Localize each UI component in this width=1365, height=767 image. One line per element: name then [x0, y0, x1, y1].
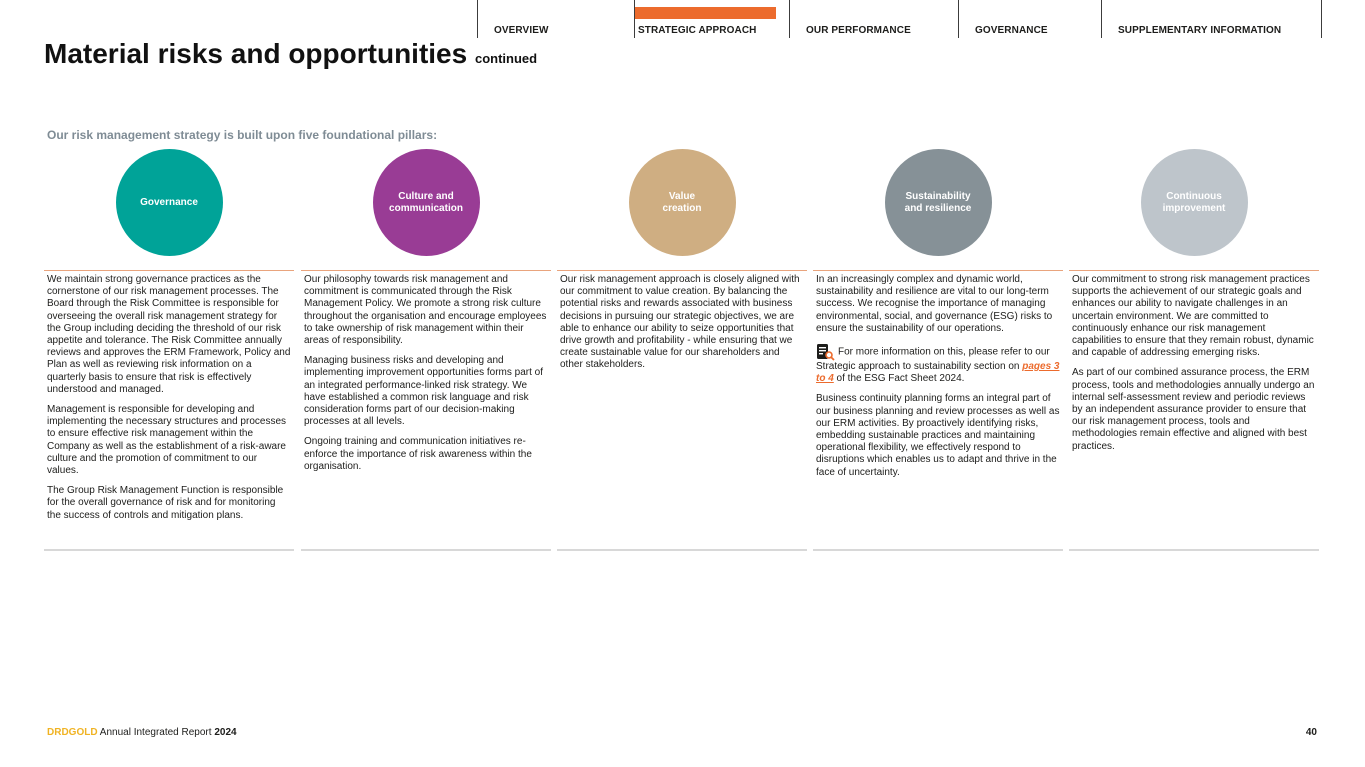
- pillar-paragraph: Our philosophy towards risk management and commitment is communicated through the Risk Management Policy. We promote a strong risk culture throughout the organisation and encourage employees to take ownership of risk management within their areas of responsibility.: [304, 274, 547, 347]
- pillar-paragraph: Ongoing training and communication initiatives re-enforce the importance of risk awareness within the organisation.: [304, 436, 532, 472]
- nav-divider: [1321, 0, 1322, 38]
- pillar-circle: Continuous improvement: [1141, 149, 1248, 256]
- nav-tab-overview[interactable]: [477, 0, 634, 38]
- nav-tab-label: STRATEGIC APPROACH: [638, 25, 757, 36]
- pillar-paragraph: Our risk management approach is closely aligned with our commitment to value creation. By balancing the potential risks and rewards associated with business decisions in pursuing our strategic objectives, we are able to enhance our ability to seize opportunities that drive growth and profitability - while ensuring that we create sustainable value for our shareholders and other stakeholders.: [560, 274, 800, 371]
- pillar-paragraph: Managing business risks and developing and implementing improvement opportunities forms part of an integrated performance-linked risk strategy. We have established a common risk language and risk consideration forms part of our decision-making processes at all levels.: [304, 355, 543, 428]
- nav-tab-label: GOVERNANCE: [975, 25, 1048, 36]
- footer-brand: DRDGOLD: [47, 727, 98, 738]
- pillar-culture-and-communication: [301, 149, 551, 472]
- intro-text: Our risk management strategy is built upon five foundational pillars:: [47, 128, 438, 142]
- footer-year: 2024: [214, 727, 237, 738]
- pillar-text-card: [44, 270, 294, 551]
- info-text-after: of the ESG Fact Sheet 2024.: [833, 373, 965, 385]
- document-search-icon: [816, 343, 835, 361]
- page-title-main: Material risks and opportunities: [44, 38, 468, 69]
- pillar-paragraph: Our commitment to strong risk management practices supports the achievement of our strategic goals and enhances our ability to navigate challenges in an uncertain environment. We are committed to continuously enhance our risk management capabilities to ensure that they remain robust, dynamic and capable of addressing emerging risks.: [1072, 274, 1314, 359]
- pillar-governance: [44, 149, 294, 521]
- info-reference: [816, 343, 1060, 385]
- page-title: [44, 38, 537, 70]
- nav-tab-governance[interactable]: [958, 0, 1101, 38]
- page-title-suffix: continued: [474, 51, 538, 66]
- pillar-paragraph: We maintain strong governance practices as the cornerstone of our risk management processes. The Board through the Risk Committee is responsible for overseeing the overall risk management strategy for the Group including deciding the threshold of our risk appetite and tolerance. The Risk Committee annually reviews and approves the ERM Framework, Policy and Plan as well as reviewing risk information on a quarterly basis to ensure that risk is effectively understood and managed.: [47, 274, 291, 395]
- pillar-paragraph: The Group Risk Management Function is responsible for the overall governance of risk and for monitoring the success of controls and mitigation plans.: [47, 485, 284, 521]
- pillar-paragraph: Management is responsible for developing and implementing the necessary structures and processes to ensure effective risk management within the Company as well as the establishment of a risk-aware culture and the promotion of commitment to our values.: [47, 404, 287, 477]
- pillar-circle: Governance: [116, 149, 223, 256]
- active-tab-indicator: [635, 7, 776, 19]
- nav-tab-our-performance[interactable]: [789, 0, 958, 38]
- page-number: 40: [1305, 727, 1317, 738]
- pillar-sustainability-and-resilience: [813, 149, 1063, 478]
- pages-link[interactable]: pages 3 to 4: [816, 361, 1060, 385]
- info-text-before: For more information on this, please refer to our Strategic approach to sustainability section on: [816, 346, 1050, 373]
- pillar-circle: Culture and communication: [373, 149, 480, 256]
- pillar-paragraph: Business continuity planning forms an integral part of our business planning and review processes as well as our ERM activities. By proactively identifying risks, embedding sustainable practices and maintaining operational flexibility, we effectively respond to disruptions which enables us to adapt and thrive in the face of uncertainty.: [816, 393, 1060, 478]
- pillar-text-card: [813, 270, 1063, 551]
- pillar-paragraph: In an increasingly complex and dynamic world, sustainability and resilience are vital to our long-term success. We recognise the importance of managing environmental, social, and governance (ESG) risks to ensure the sustainability of our operations.: [816, 274, 1053, 334]
- footer-report-name: Annual Integrated Report: [99, 727, 212, 738]
- pillar-circle: Value creation: [629, 149, 736, 256]
- pillar-paragraph: As part of our combined assurance process, the ERM process, tools and methodologies annually undergo an internal self-assessment review and periodic reviews by an independent assurance provider to ensure that our risk management process, tools and methodologies remain effective and aligned with best practices.: [1072, 367, 1315, 452]
- pillar-value-creation: [557, 149, 807, 371]
- pillar-continuous-improvement: [1069, 149, 1319, 452]
- nav-tab-label: OVERVIEW: [494, 25, 549, 36]
- pillar-text-card: [301, 270, 551, 551]
- pillar-text-card: [1069, 270, 1319, 551]
- pillar-circle: Sustainability and resilience: [885, 149, 992, 256]
- nav-tab-strategic-approach[interactable]: [634, 0, 790, 38]
- footer: [47, 727, 237, 738]
- pillar-text-card: [557, 270, 807, 551]
- nav-tab-label: SUPPLEMENTARY INFORMATION: [1118, 25, 1282, 36]
- nav-tab-supplementary-information[interactable]: [1101, 0, 1322, 38]
- top-navigation: [477, 0, 1322, 38]
- nav-tab-label: OUR PERFORMANCE: [806, 25, 911, 36]
